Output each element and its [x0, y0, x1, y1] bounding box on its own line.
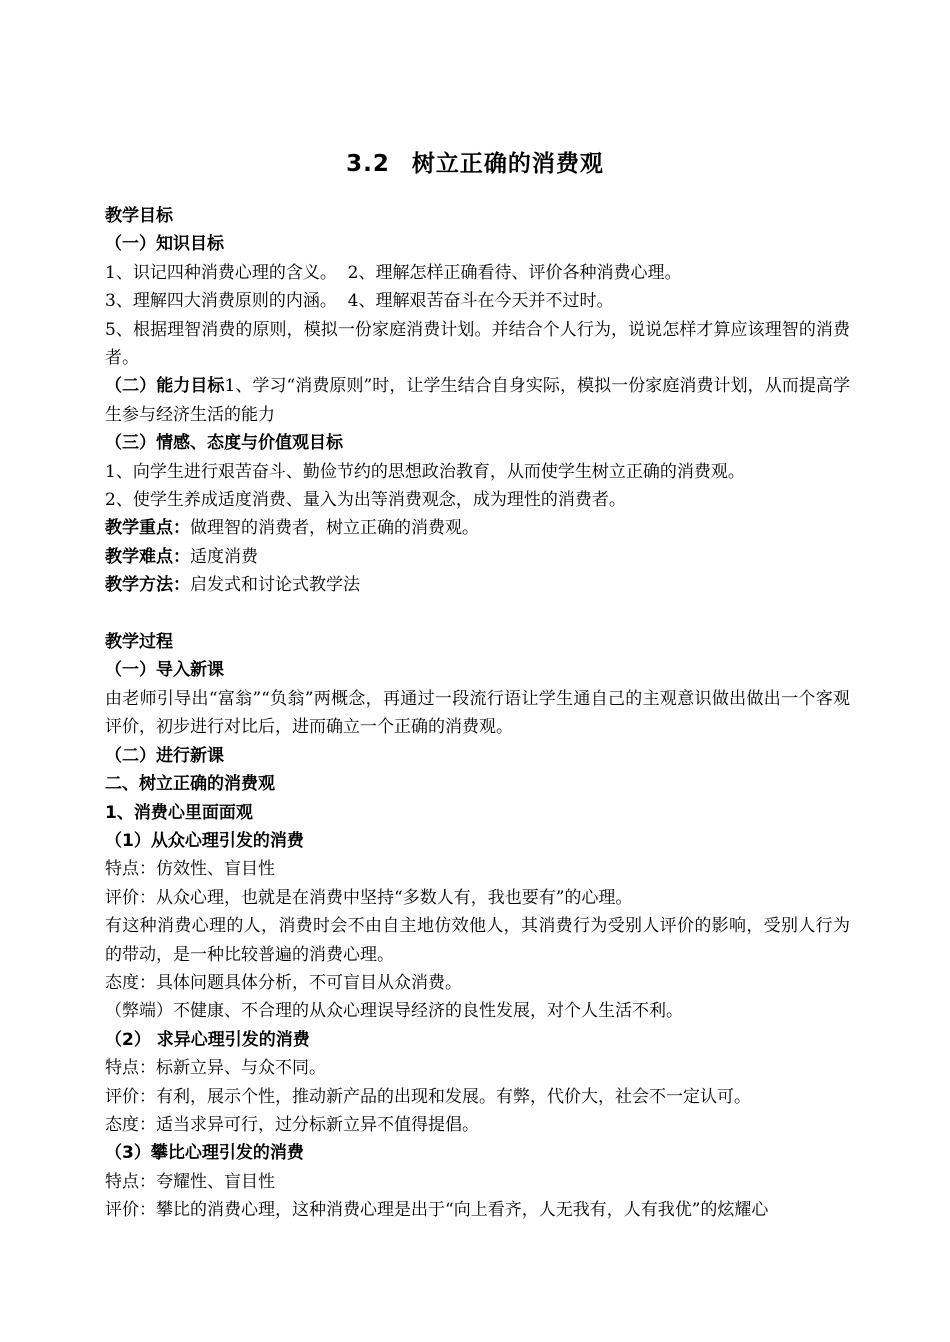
- ability-paragraph: [105, 372, 850, 429]
- document-body: [105, 202, 850, 1225]
- unique-attitude: 态度：适当求异可行，过分标新立异不值得提倡。: [105, 1114, 479, 1135]
- herd-attitude: 态度：具体问题具体分析，不可盲目从众消费。: [105, 972, 462, 993]
- knowledge-line-3: 5、根据理智消费的原则，模拟一份家庭消费计划。并结合个人行为，说说怎样才算应该理智的消费者。: [105, 319, 850, 369]
- process-heading: 教学过程: [105, 632, 173, 653]
- intro-heading: （一）导入新课: [105, 660, 224, 681]
- key-point-line: [105, 514, 850, 542]
- method-label: 教学方法：: [105, 575, 190, 596]
- intro-text: 由老师引导出“富翁”“负翁”两概念，再通过一段流行语让学生通自己的主观意识做出做出一个客观评价，初步进行对比后，进而确立一个正确的消费观。: [105, 688, 850, 738]
- knowledge-line-1: 1、识记四种消费心理的含义。 2、理解怎样正确看待、评价各种消费心理。: [105, 262, 682, 283]
- unique-feature: 特点：标新立异、与众不同。: [105, 1058, 326, 1079]
- difficulty-text: 适度消费: [190, 546, 258, 567]
- ability-heading: （二）能力目标: [105, 376, 225, 397]
- herd-evaluation: 评价：从众心理，也就是在消费中坚持“多数人有，我也要有”的心理。: [105, 887, 633, 908]
- emotion-heading: （三）情感、态度与价值观目标: [105, 433, 343, 454]
- knowledge-heading: （一）知识目标: [105, 234, 224, 255]
- blank-line: [105, 600, 850, 628]
- knowledge-line-2: 3、理解四大消费原则的内涵。 4、理解艰苦奋斗在今天并不过时。: [105, 291, 614, 312]
- sub1-heading: 1、消费心里面面观: [105, 802, 253, 823]
- title-text: 树立正确的消费观: [411, 151, 604, 177]
- section2-heading: 二、树立正确的消费观: [105, 774, 275, 795]
- emotion-line-2: 2、使学生养成适度消费、量入为出等消费观念，成为理性的消费者。: [105, 490, 626, 511]
- ability-text: 1、学习“消费原则”时，让学生结合自身实际，模拟一份家庭消费计划，从而提高学生参与经济生活的能力: [105, 376, 851, 425]
- compare-evaluation: 评价：攀比的消费心理，这种消费心理是出于“向上看齐，人无我有，人有我优”的炫耀心: [105, 1200, 769, 1221]
- title-number: 3.2: [346, 151, 390, 177]
- compare-heading: （3）攀比心理引发的消费: [105, 1143, 304, 1164]
- herd-heading: （1）从众心理引发的消费: [105, 830, 304, 851]
- herd-feature: 特点：仿效性、盲目性: [105, 859, 275, 880]
- herd-detail: 有这种消费心理的人，消费时会不由自主地仿效他人，其消费行为受别人评价的影响，受别人行为的带动，是一种比较普遍的消费心理。: [105, 916, 850, 965]
- difficulty-label: 教学难点：: [105, 546, 190, 567]
- emotion-line-1: 1、向学生进行艰苦奋斗、勤俭节约的思想政治教育，从而使学生树立正确的消费观。: [105, 461, 745, 482]
- unique-heading: （2） 求异心理引发的消费: [105, 1029, 310, 1050]
- difficulty-line: [105, 543, 850, 571]
- unique-evaluation: 评价：有利，展示个性，推动新产品的出现和发展。有弊，代价大，社会不一定认可。: [105, 1086, 751, 1107]
- method-text: 启发式和讨论式教学法: [190, 575, 360, 596]
- key-point-text: 做理智的消费者，树立正确的消费观。: [190, 518, 479, 539]
- new-lesson-heading: （二）进行新课: [105, 745, 224, 766]
- objectives-heading: 教学目标: [105, 206, 173, 226]
- herd-drawback: （弊端）不健康、不合理的从众心理误导经济的良性发展，对个人生活不利。: [105, 1001, 683, 1022]
- method-line: [105, 571, 850, 599]
- key-point-label: 教学重点：: [105, 518, 190, 539]
- page-title: [0, 145, 950, 178]
- compare-feature: 特点：夸耀性、盲目性: [105, 1171, 275, 1192]
